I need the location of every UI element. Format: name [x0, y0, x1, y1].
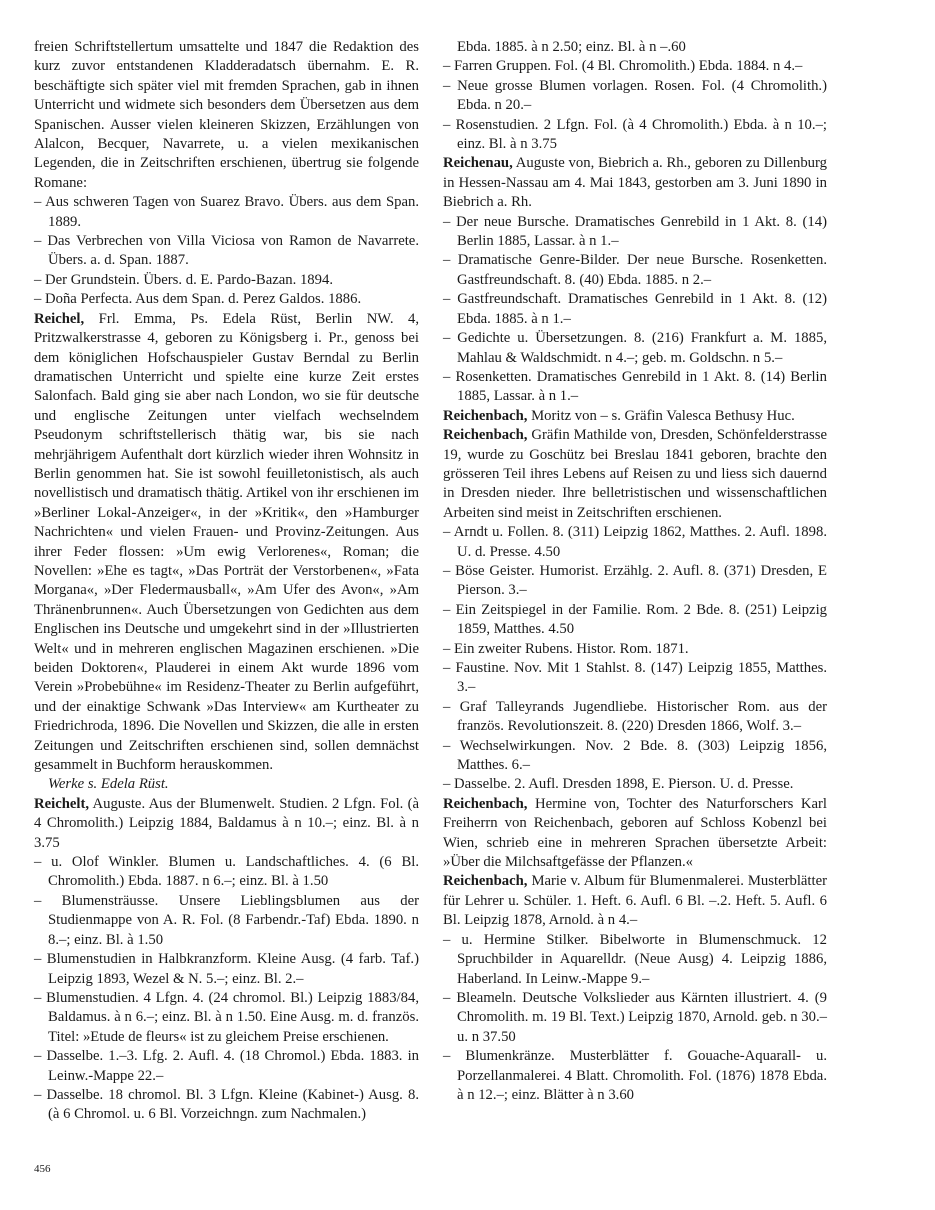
entry-text: Marie v. Album für Blumenmalerei. Musterblätter für Lehrer u. Schüler. 1. Heft. 6. Aufl. 6 Bl. –.2. Heft. 5. Aufl. 6 Bl. Leipzig 1878, Arnold. à n 4.–: [443, 873, 827, 929]
entry-text: Moritz von – s. Gräfin Valesca Bethusy Huc.: [527, 407, 795, 424]
bibliography-item: – Dramatische Genre-Bilder. Der neue Bursche. Rosenketten. Gastfreundschaft. 8. (40) Ebda. 1885. n 2.–: [443, 252, 827, 288]
bibliography-item: – Blumenstudien. 4 Lfgn. 4. (24 chromol. Bl.) Leipzig 1883/84, Baldamus. à n 6.–; einz. Bl. à n 1.50. Eine Ausg. m. d. französ. Titel: »Etude de fleurs« ist zu gleichem Preise erschienen.: [34, 989, 419, 1045]
bibliography-item: – Graf Talleyrands Jugendliebe. Historischer Rom. aus der französ. Revolutionszeit. 8. (220) Dresden 1866, Wolf. 3.–: [443, 698, 827, 735]
bibliography-item: – Dasselbe. 18 chromol. Bl. 3 Lfgn. Kleine (Kabinet-) Ausg. 8. (à 6 Chromol. u. 6 Bl. Vorzeichngn. zum Nachmalen.): [34, 1086, 419, 1123]
bibliography-item: – Rosenketten. Dramatisches Genrebild in 1 Akt. 8. (14) Berlin 1885, Lassar. à n 1.–: [443, 368, 827, 405]
bibliography-item: – Rosenstudien. 2 Lfgn. Fol. (à 4 Chromolith.) Ebda. à n 10.–; einz. Bl. à n 3.75: [443, 116, 827, 153]
lexicon-entry: [443, 795, 827, 873]
bibliography-item: – Blumensträusse. Unsere Lieblingsblumen aus der Studienmappe von A. R. Fol. (8 Farbendr.-Taf) Ebda. 1890. n 8.–; einz. Bl. à 1.50: [34, 892, 419, 948]
lexicon-entry: [443, 426, 827, 523]
bibliography-item: – Wechselwirkungen. Nov. 2 Bde. 8. (303) Leipzig 1856, Matthes. 6.–: [443, 737, 827, 774]
entry-headword: Reichel,: [34, 310, 85, 327]
bibliography-item: – Neue grosse Blumen vorlagen. Rosen. Fol. (4 Chromolith.) Ebda. n 20.–: [443, 77, 827, 114]
continued-paragraph: freien Schriftstellertum umsattelte und 1847 die Redaktion des kurz zuvor entstandenen Kladderadatsch übernahm. E. R. beschäftigte sich später viel mit fremden Sprachen, gab in ihnen Unterricht und widmete sich besonders dem Übersetzen aus dem Spanischen. Ausser vielen kleineren Skizzen, Erzählungen von Alalcon, Becquer, Navarrete, u. a vielen mexikanischen Legenden, die in Zeitschriften erschienen, übertrug sie folgende Romane:: [34, 39, 419, 191]
bibliography-item: – Gastfreundschaft. Dramatisches Genrebild in 1 Akt. 8. (12) Ebda. 1885. à n 1.–: [443, 291, 827, 327]
bibliography-item: – Dasselbe. 2. Aufl. Dresden 1898, E. Pierson. U. d. Presse.: [443, 776, 794, 793]
bibliography-item: – Blumenstudien in Halbkranzform. Kleine Ausg. (4 farb. Taf.) Leipzig 1893, Wezel & N. 5.–; einz. Bl. 2.–: [34, 951, 419, 987]
lexicon-entry: [443, 872, 827, 930]
bibliography-item: – Farren Gruppen. Fol. (4 Bl. Chromolith.) Ebda. 1884. n 4.–: [443, 58, 803, 75]
bibliography-item: – Bleameln. Deutsche Volkslieder aus Kärnten illustriert. 4. (9 Chromolith. m. 19 Bl. Text.) Leipzig 1870, Arnold. geb. n 30.– u. n 37.50: [443, 989, 827, 1045]
entry-headword: Reichenbach,: [443, 873, 528, 890]
left-column: [34, 38, 419, 1125]
bibliography-item: Ebda. 1885. à n 2.50; einz. Bl. à n –.60: [457, 39, 686, 55]
bibliography-item: – Ein zweiter Rubens. Histor. Rom. 1871.: [443, 640, 689, 657]
bibliography-item: – Faustine. Nov. Mit 1 Stahlst. 8. (147) Leipzig 1855, Matthes. 3.–: [443, 660, 827, 696]
lexicon-entry: [34, 310, 419, 776]
bibliography-item: – u. Olof Winkler. Blumen u. Landschaftliches. 4. (6 Bl. Chromolith.) Ebda. 1887. n 6.–; einz. Bl. à 1.50: [34, 854, 419, 890]
works-reference: Werke s. Edela Rüst.: [48, 776, 169, 793]
bibliography-item: – Ein Zeitspiegel in der Familie. Rom. 2 Bde. 8. (251) Leipzig 1859, Matthes. 4.50: [443, 601, 827, 638]
bibliography-item: – Böse Geister. Humorist. Erzählg. 2. Aufl. 8. (371) Dresden, E Pierson. 3.–: [443, 562, 827, 599]
page-number: 456: [34, 1163, 51, 1175]
bibliography-item: – Dasselbe. 1.–3. Lfg. 2. Aufl. 4. (18 Chromol.) Ebda. 1883. in Leinw.-Mappe 22.–: [34, 1048, 419, 1084]
entry-headword: Reichelt,: [34, 795, 90, 812]
entry-text: Auguste. Aus der Blumenwelt. Studien. 2 Lfgn. Fol. (à 4 Chromolith.) Leipzig 1884, Baldamus à n 10.–; einz. Bl. à n 3.75: [34, 795, 419, 851]
bibliography-item: – Aus schweren Tagen von Suarez Bravo. Übers. aus dem Span. 1889.: [34, 194, 419, 230]
entry-text: Frl. Emma, Ps. Edela Rüst, Berlin NW. 4, Pritzwalkerstrasse 4, geboren zu Königsberg i. Pr., genoss bei dem königlichen Hofschauspieler Gustav Berndal zu Berlin dramatischen Unterricht und spielte eine kurze Zeit erstes Salonfach. Bald ging sie aber nach London, wo sie für deutsche und englische Zeitungen unter vielfach wechselndem Pseudonym schriftstellerisch thätig war, bis sie nach mehrjährigem Aufenthalt dort kürzlich wieder ihren Wohnsitz in Berlin genommen hat. Sie ist sowohl feuilletonistisch, als auch novellistisch und dramatisch thätig. Artikel von ihr erschienen im »Berliner Lokal-Anzeiger«, in der »Kritik«, den »Hamburger Nachrichten« und vielen Frauen- und Provinz-Zeitungen. Aus ihrer Feder flossen: »Um ewig Verlorenes«, Roman; die Novellen: »Ehe es tagt«, »Das Porträt der Verstorbenen«, »Fata Morgana«, »Der Fledermausball«, »Am Ufer des Avon«, »Am Thränenbrunnen«. Auch Übersetzungen von Gedichten aus dem Englischen ins Deutsche und umgekehrt sind in der »Illustrierten Welt« und in mehreren englischen Magazinen erschienen. »Die beiden Doktoren«, Plauderei in einem Akt wurde 1896 vom Verein »Probebühne« im Residenz-Theater zu Berlin aufgeführt, und der einaktige Schwank »Das Interview« am Kurtheater zu Friedrichroda, 1896. Die Novellen und Skizzen, die alle in ersten Zeitungen und Zeitschriften erschienen sind, sollen demnächst gesammelt in Buchform herauskommen.: [34, 310, 419, 774]
bibliography-item: – u. Hermine Stilker. Bibelworte in Blumenschmuck. 12 Spruchbilder in Aquarelldr. (Neue Ausg) 4. Leipzig 1886, Haberland. In Leinw.-Mappe 9.–: [443, 931, 827, 987]
bibliography-item: – Der Grundstein. Übers. d. E. Pardo-Bazan. 1894.: [34, 271, 333, 288]
lexicon-entry: [34, 795, 419, 853]
bibliography-item: – Arndt u. Follen. 8. (311) Leipzig 1862, Matthes. 2. Aufl. 1898. U. d. Presse. 4.50: [443, 524, 827, 560]
entry-headword: Reichenbach,: [443, 407, 528, 424]
lexicon-entry: [443, 407, 827, 426]
entry-text: Gräfin Mathilde von, Dresden, Schönfelderstrasse 19, wurde zu Goschütz bei Breslau 1841 geboren, brachte den grösseren Teil ihres Lebens auf Reisen zu und liess sich dauernd in Dresden nieder. Ihre belletristischen und wissenschaftlichen Arbeiten sind meist in Zeitschriften erschienen.: [443, 427, 827, 521]
entry-text: Hermine von, Tochter des Naturforschers Karl Freiherrn von Reichenbach, geboren auf Schloss Kobenzl bei Wien, schrieb eine in mehreren Sprachen übersetzte Arbeit: »Über die Milchsaftgefässe der Pflanzen.«: [443, 795, 827, 871]
bibliography-item: – Der neue Bursche. Dramatisches Genrebild in 1 Akt. 8. (14) Berlin 1885, Lassar. à n 1.–: [443, 213, 827, 250]
bibliography-item: – Blumenkränze. Musterblätter f. Gouache-Aquarall- u. Porzellanmalerei. 4 Blatt. Chromolith. Fol. (1876) 1878 Ebda. à n 12.–; einz. Blätter à n 3.60: [443, 1048, 827, 1103]
entry-headword: Reichenau,: [443, 155, 513, 172]
bibliography-item: – Gedichte u. Übersetzungen. 8. (216) Frankfurt a. M. 1885, Mahlau & Waldschmidt. n 4.–; geb. m. Goldschn. n 5.–: [443, 330, 827, 366]
lexicon-entry: [443, 154, 827, 212]
entry-text: Auguste von, Biebrich a. Rh., geboren zu Dillenburg in Hessen-Nassau am 4. Mai 1843, gestorben am 3. Juni 1890 in Biebrich a. Rh.: [443, 155, 827, 211]
right-column: [443, 38, 827, 1105]
entry-headword: Reichenbach,: [443, 427, 528, 444]
entry-headword: Reichenbach,: [443, 795, 528, 812]
bibliography-item: – Das Verbrechen von Villa Viciosa von Ramon de Navarrete. Übers. a. d. Span. 1887.: [34, 233, 419, 269]
bibliography-item: – Doña Perfecta. Aus dem Span. d. Perez Galdos. 1886.: [34, 291, 362, 308]
